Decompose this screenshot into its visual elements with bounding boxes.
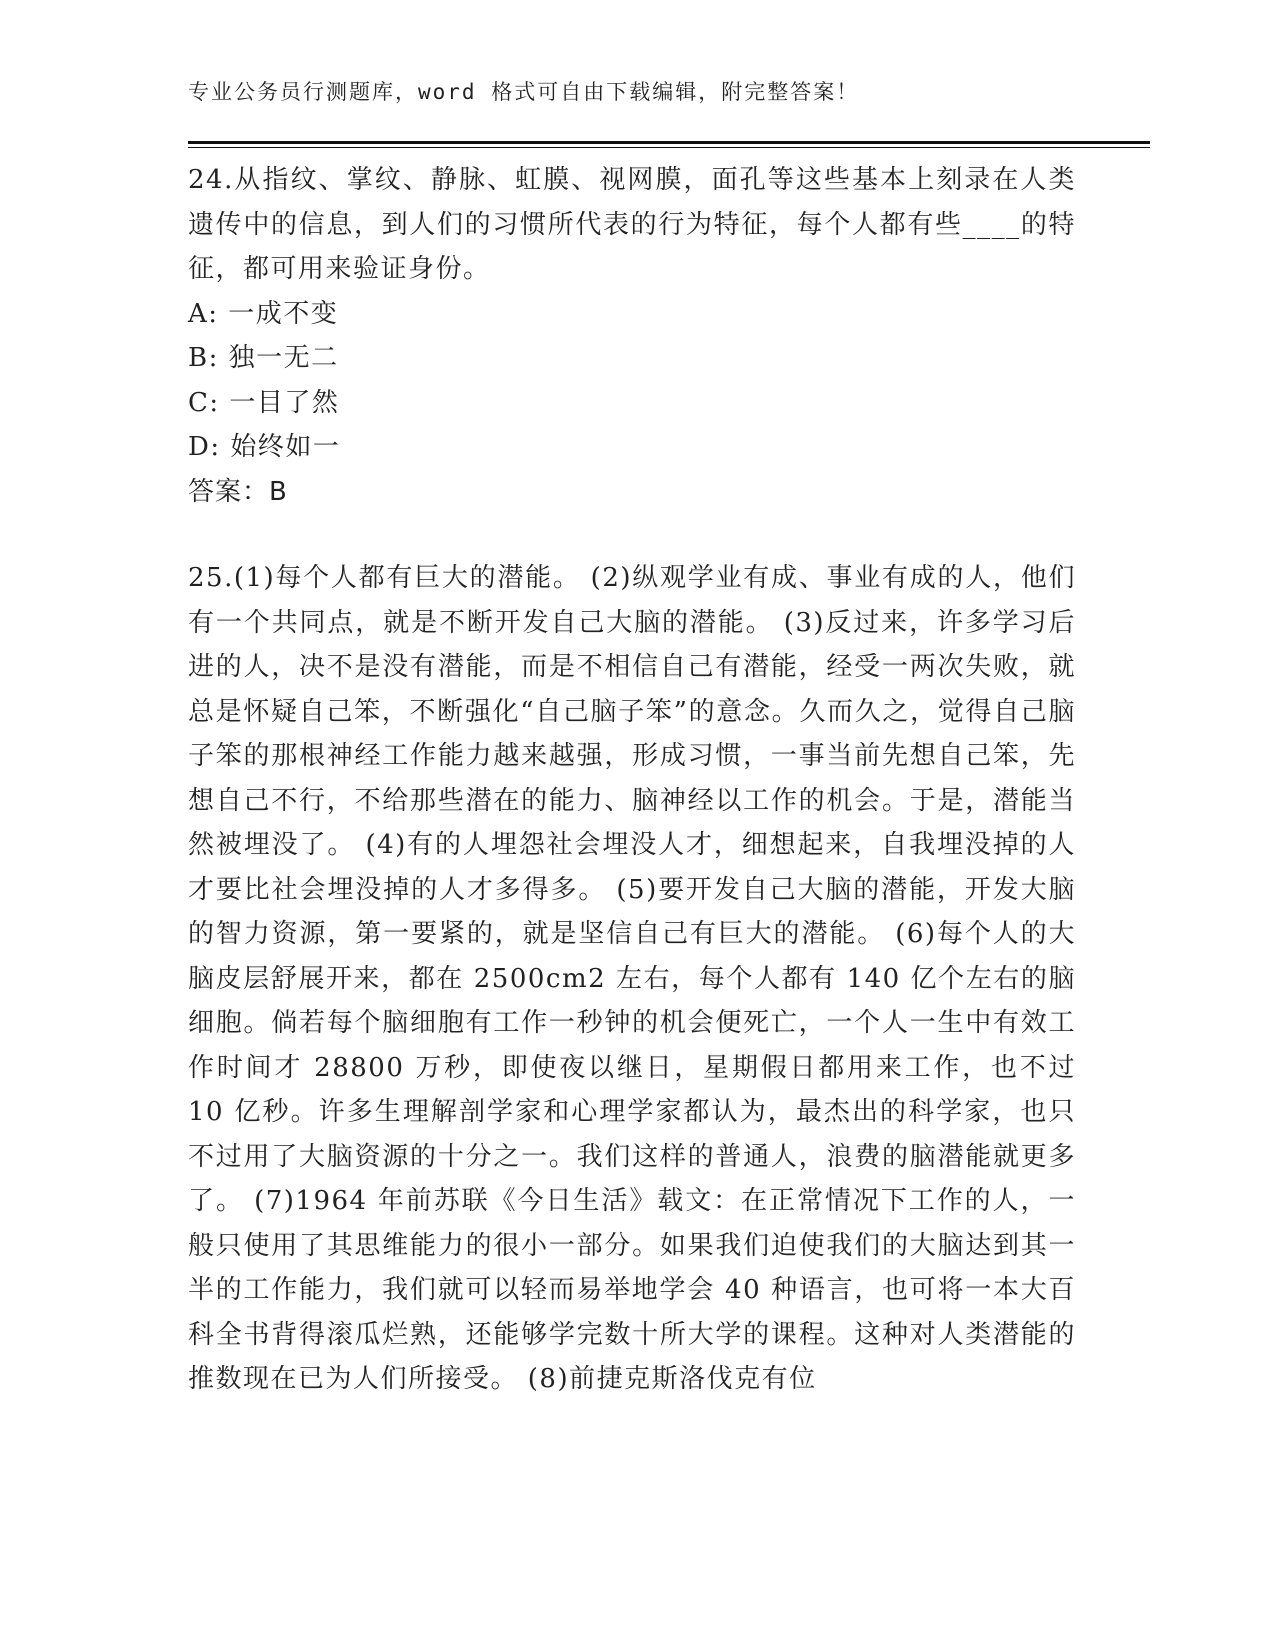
question-24-stem: 24.从指纹、掌纹、静脉、虹膜、视网膜，面孔等这些基本上刻录在人类遗传中的信息，到人们的习惯所代表的行为特征，每个人都有些____的特征，都可用来验证身份。: [188, 165, 1076, 284]
header-rule-thick: [188, 141, 1150, 144]
question-25: [188, 556, 1076, 1402]
document-body: [188, 158, 1076, 1402]
question-24-options: [188, 292, 1076, 470]
header-rule-thin: [188, 147, 1150, 148]
page-header: 专业公务员行测题库，word 格式可自由下载编辑，附完整答案！: [188, 80, 860, 104]
section-spacer: [188, 514, 1076, 556]
question-24: [188, 158, 1076, 514]
question-25-passage: 25.(1)每个人都有巨大的潜能。 (2)纵观学业有成、事业有成的人，他们有一个共同点，就是不断开发自己大脑的潜能。 (3)反过来，许多学习后进的人，决不是没有潜能，而是不相信自己有潜能，经受一两次失败，就总是怀疑自己笨，不断强化“自己脑子笨”的意念。久而久之，觉得自己脑子笨的那根神经工作能力越来越强，形成习惯，一事当前先想自己笨，先想自己不行，不给那些潜在的能力、脑神经以工作的机会。于是，潜能当然被埋没了。 (4)有的人埋怨社会埋没人才，细想起来，自我埋没掉的人才要比社会埋没掉的人才多得多。 (5)要开发自己大脑的潜能，开发大脑的智力资源，第一要紧的，就是坚信自己有巨大的潜能。 (6)每个人的大脑皮层舒展开来，都在 2500cm2 左右，每个人都有 140 亿个左右的脑细胞。倘若每个脑细胞有工作一秒钟的机会便死亡，一个人一生中有效工作时间才 28800 万秒，即使夜以继日，星期假日都用来工作，也不过 10 亿秒。许多生理解剖学家和心理学家都认为，最杰出的科学家，也只不过用了大脑资源的十分之一。我们这样的普通人，浪费的脑潜能就更多了。 (7)1964 年前苏联《今日生活》载文：在正常情况下工作的人，一般只使用了其思维能力的很小一部分。如果我们迫使我们的大脑达到其一半的工作能力，我们就可以轻而易举地学会 40 种语言，也可将一本大百科全书背得滚瓜烂熟，还能够学完数十所大学的课程。这种对人类潜能的推数现在已为人们所接受。 (8)前捷克斯洛伐克有位: [188, 563, 1076, 1394]
option-d: D: 始终如一: [188, 432, 341, 462]
option-c: C: 一目了然: [188, 387, 340, 418]
option-a: A: 一成不变: [188, 298, 339, 329]
option-b: B: 独一无二: [188, 343, 339, 373]
question-24-answer: 答案：B: [188, 476, 288, 507]
